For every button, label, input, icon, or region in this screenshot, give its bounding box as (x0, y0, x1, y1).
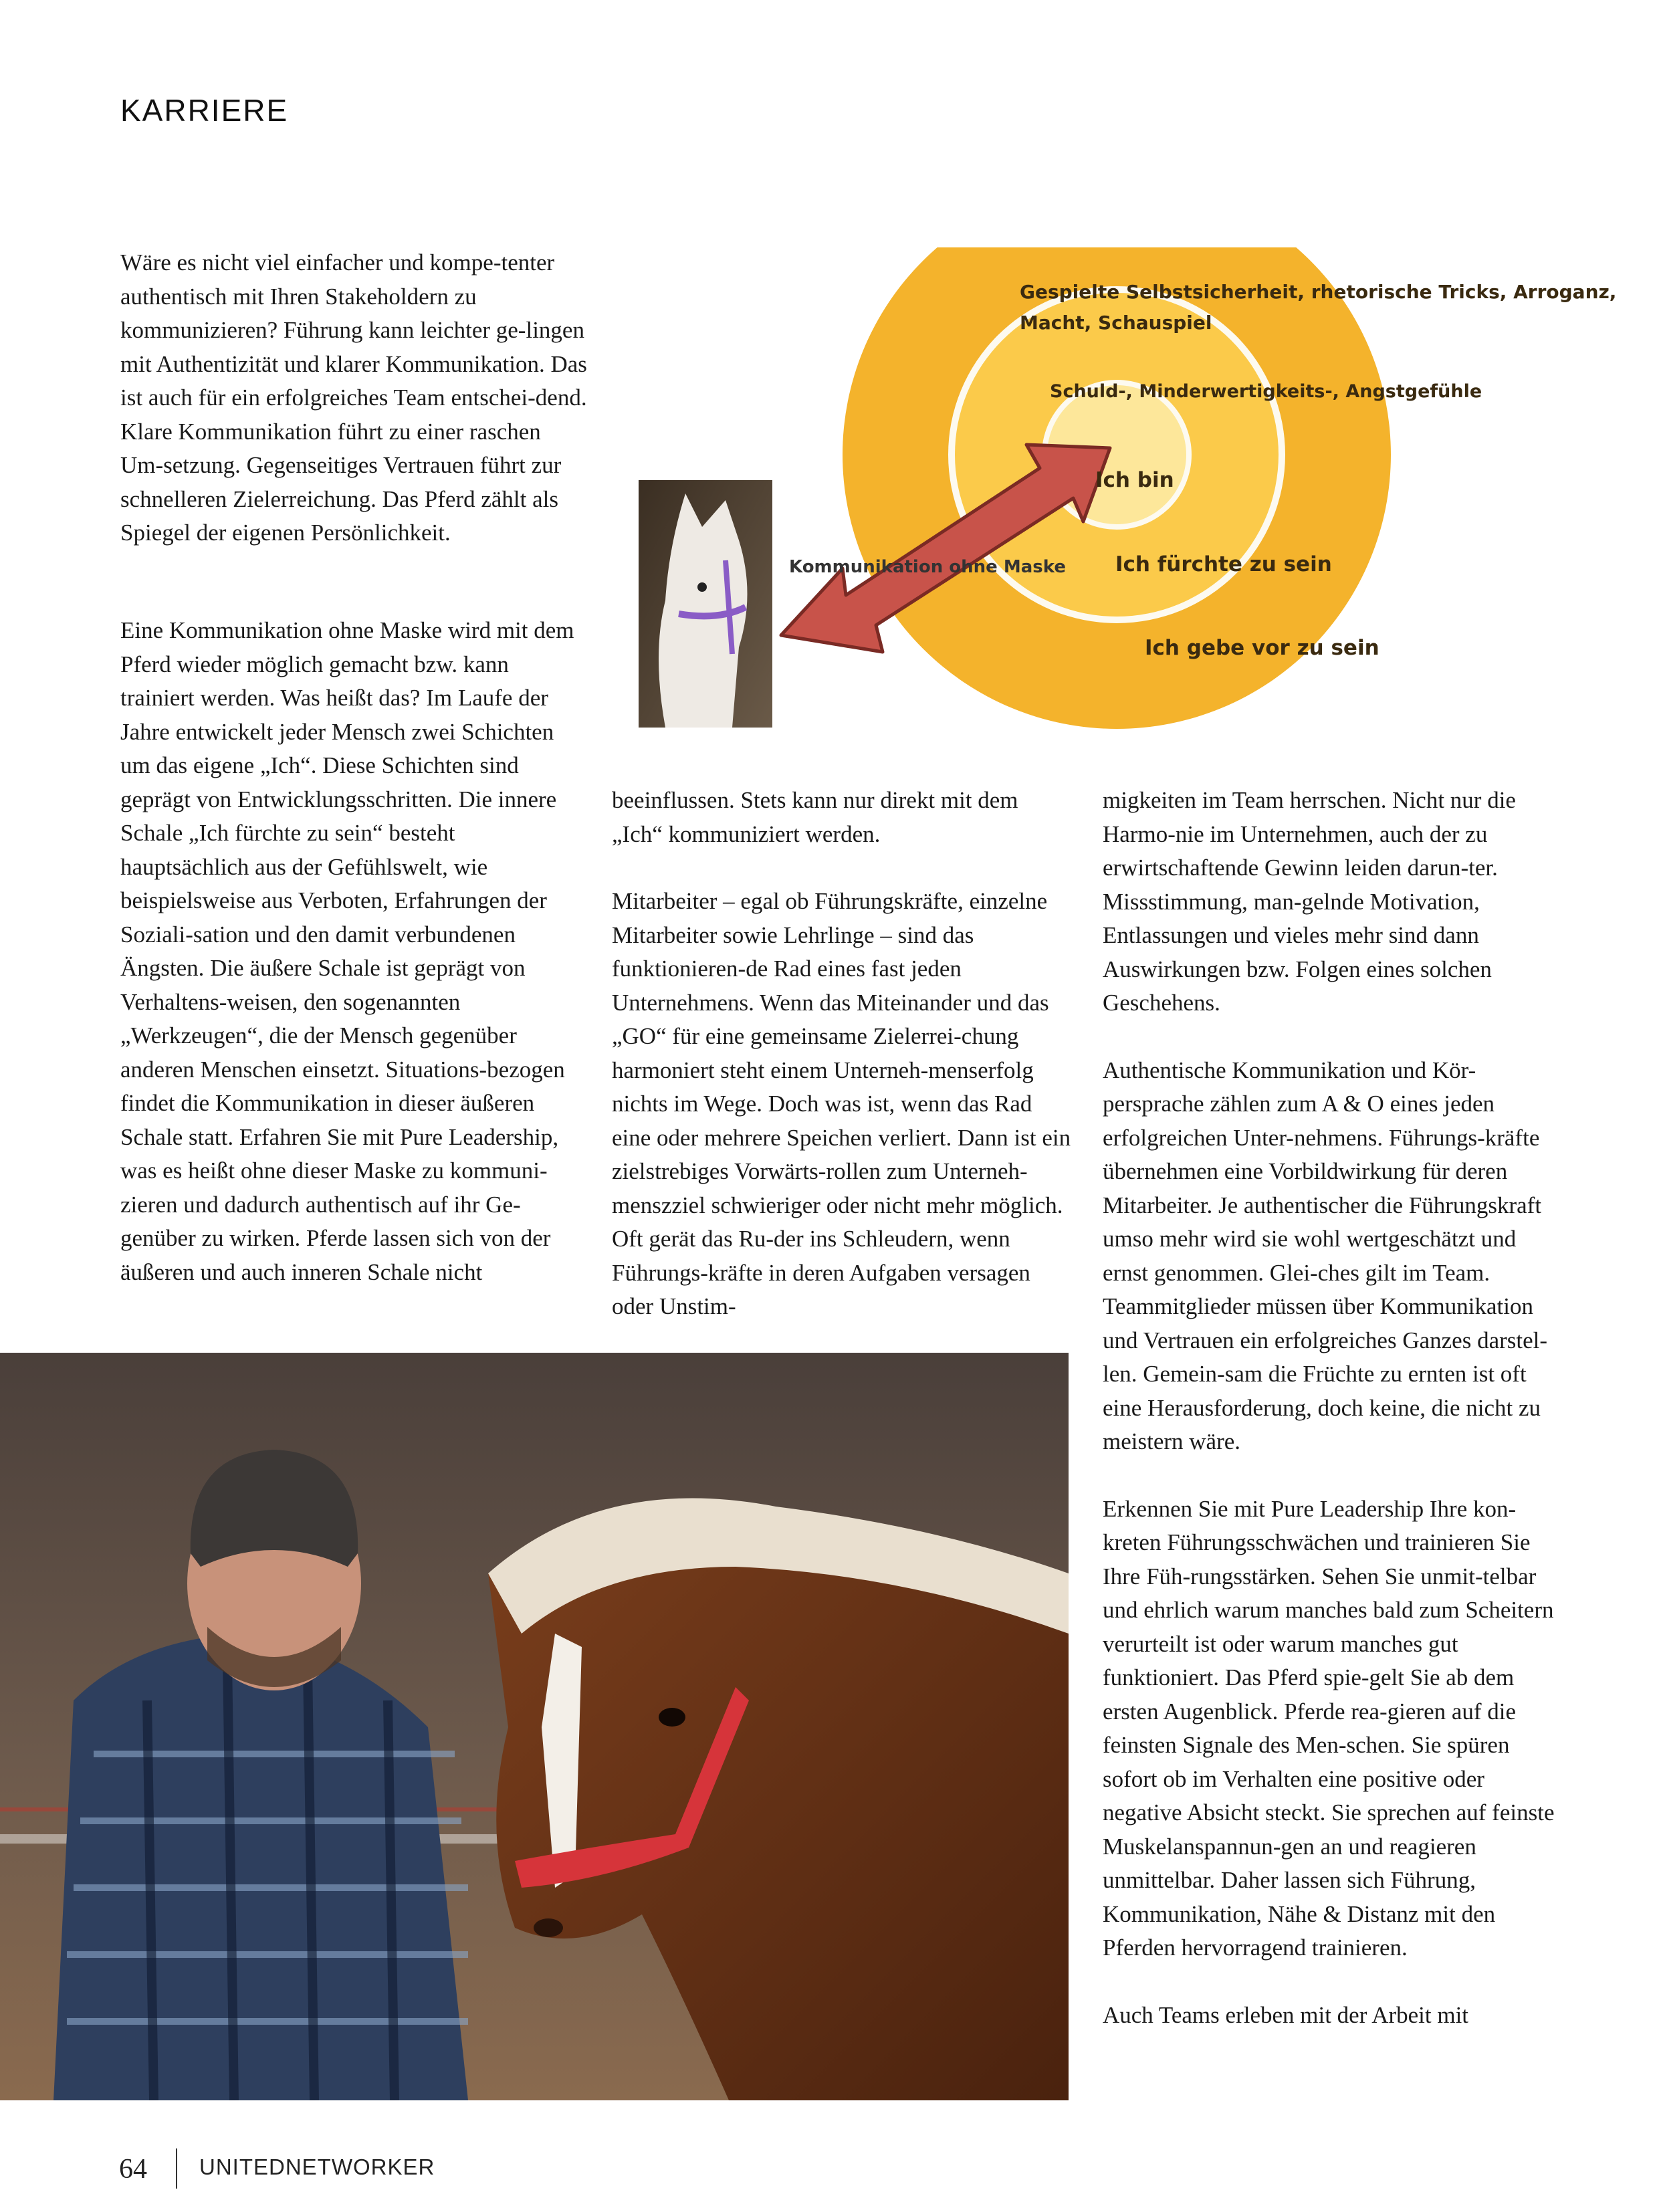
article-column-1-top (120, 246, 588, 584)
white-horse-photo (639, 480, 772, 728)
publication-name: UNITEDNETWORKER (199, 2154, 435, 2179)
page-number: 64 (119, 2154, 147, 2185)
fear-label: Ich fürchte zu sein (1115, 552, 1332, 576)
paragraph: Erkennen Sie mit Pure Leadership Ihre kon-kreten Führungsschwächen und trainieren Sie Ihre Füh-rungsstärken. Sehen Sie unmit-telbar und ehrlich warum manches bald zum Scheitern verurteilt ist oder warum manches gut funktioniert. Das Pferd spie-gelt Sie ab dem ersten Augenblick. Pferde rea-gieren auf die feinsten Signale des Men-schen. Sie spüren sofort ob im Verhalten eine positive oder negative Absicht steckt. Sie sprechen auf feinste Muskelanspannun-gen an und reagieren unmittelbar. Daher lassen sich Führung, Kommunikation, Nähe & Distanz mit den Pferden hervorragend trainieren. (1103, 1495, 1555, 1961)
paragraph: migkeiten im Team herrschen. Nicht nur die Harmo-nie im Unternehmen, auch der zu erwirtschaftende Gewinn leiden darun-ter. Missstimmung, man-gelnde Motivation, Entlassungen und vieles mehr sind dann Auswirkungen bzw. Folgen eines solchen Geschehens. (1103, 787, 1516, 1016)
pretend-label: Ich gebe vor zu sein (1145, 636, 1379, 660)
inner-circle-label: Ich bin (1095, 468, 1174, 492)
footer-divider (176, 2148, 177, 2189)
article-column-3 (1103, 784, 1564, 2066)
paragraph: beeinflussen. Stets kann nur direkt mit dem „Ich“ kommuniziert werden. (612, 787, 1018, 847)
article-column-1 (120, 614, 588, 1323)
outer-ring-label-line1: Gespielte Selbstsicherheit, rhetorische Tricks, Arroganz, (1020, 281, 1617, 303)
paragraph: Wäre es nicht viel einfacher und kompe-tenter authentisch mit Ihren Stakeholdern zu kommunizieren? Führung kann leichter ge-lingen mit Authentizität und klarer Kommunikation. Das ist auch für ein erfolgreiches Team entschei-dend. Klare Kommunikation führt zu einer raschen Um-setzung. Gegenseitiges Vertrauen führt zur schnelleren Zielerreichung. Das Pferd zählt als Spiegel der eigenen Persönlichkeit. (120, 249, 587, 546)
article-column-2 (612, 784, 1073, 1357)
arrow-label: Kommunikation ohne Maske (789, 557, 1066, 577)
man-with-horse-photo (0, 1353, 1069, 2100)
paragraph: Eine Kommunikation ohne Maske wird mit dem Pferd wieder möglich gemacht bzw. kann trainiert werden. Was heißt das? Im Laufe der Jahre entwickelt jeder Mensch zwei Schichten um das eigene „Ich“. Diese Schichten sind geprägt von Entwicklungsschritten. Die innere Schale „Ich fürchte zu sein“ besteht hauptsächlich aus der Gefühlswelt, wie beispielsweise aus Verboten, Erfahrungen der Soziali-sation und den damit verbundenen Ängsten. Die äußere Schale ist geprägt von Verhaltens-weisen, den sogenannten „Werkzeugen“, die der Mensch gegenüber anderen Menschen einsetzt. Situations-bezogen findet die Kommunikation in dieser äußeren Schale statt. Erfahren Sie mit Pure Leadership, was es heißt ohne dieser Maske zu kommuni-zieren und dadurch authentisch auf ihr Ge-genüber zu wirken. Pferde lassen sich von der äußeren und auch inneren Schale nicht (120, 617, 574, 1285)
paragraph: Auch Teams erleben mit der Arbeit mit (1103, 2001, 1469, 2028)
paragraph: Authentische Kommunikation und Kör-persprache zählen zum A & O eines jeden erfolgreichen Unter-nehmens. Führungs-kräfte übernehmen eine Vorbildwirkung für deren Mitarbeiter. Je authentischer die Führungskraft umso mehr wird sie wohl wertgeschätzt und ernst genommen. Glei-ches gilt im Team. Teammitglieder müssen über Kommunikation und Vertrauen ein erfolgreiches Ganzes darstel-len. Gemein-sam die Früchte zu ernten ist oft eine Herausforderung, doch keine, die nicht zu meistern wäre. (1103, 1057, 1548, 1454)
paragraph: Mitarbeiter – egal ob Führungskräfte, einzelne Mitarbeiter sowie Lehrlinge – sind das funktionieren-de Rad eines fast jeden Unternehmens. Wenn das Miteinander und das „GO“ für eine gemeinsame Zielerrei-chung harmoniert steht einem Unterneh-menserfolg nichts im Wege. Doch was ist, wenn das Rad eine oder mehrere Speichen verliert. Dann ist ein zielstrebiges Vorwärts-rollen zum Unterneh-menszziel schwieriger oder nicht mehr möglich. Oft gerät das Ru-der ins Schleudern, wenn Führungs-kräfte in deren Aufgaben versagen oder Unstim- (612, 888, 1071, 1319)
section-label: KARRIERE (120, 93, 289, 128)
outer-ring-label-line2: Macht, Schauspiel (1020, 312, 1212, 334)
middle-ring-label: Schuld-, Minderwertigkeits-, Angstgefühle (1050, 381, 1482, 402)
